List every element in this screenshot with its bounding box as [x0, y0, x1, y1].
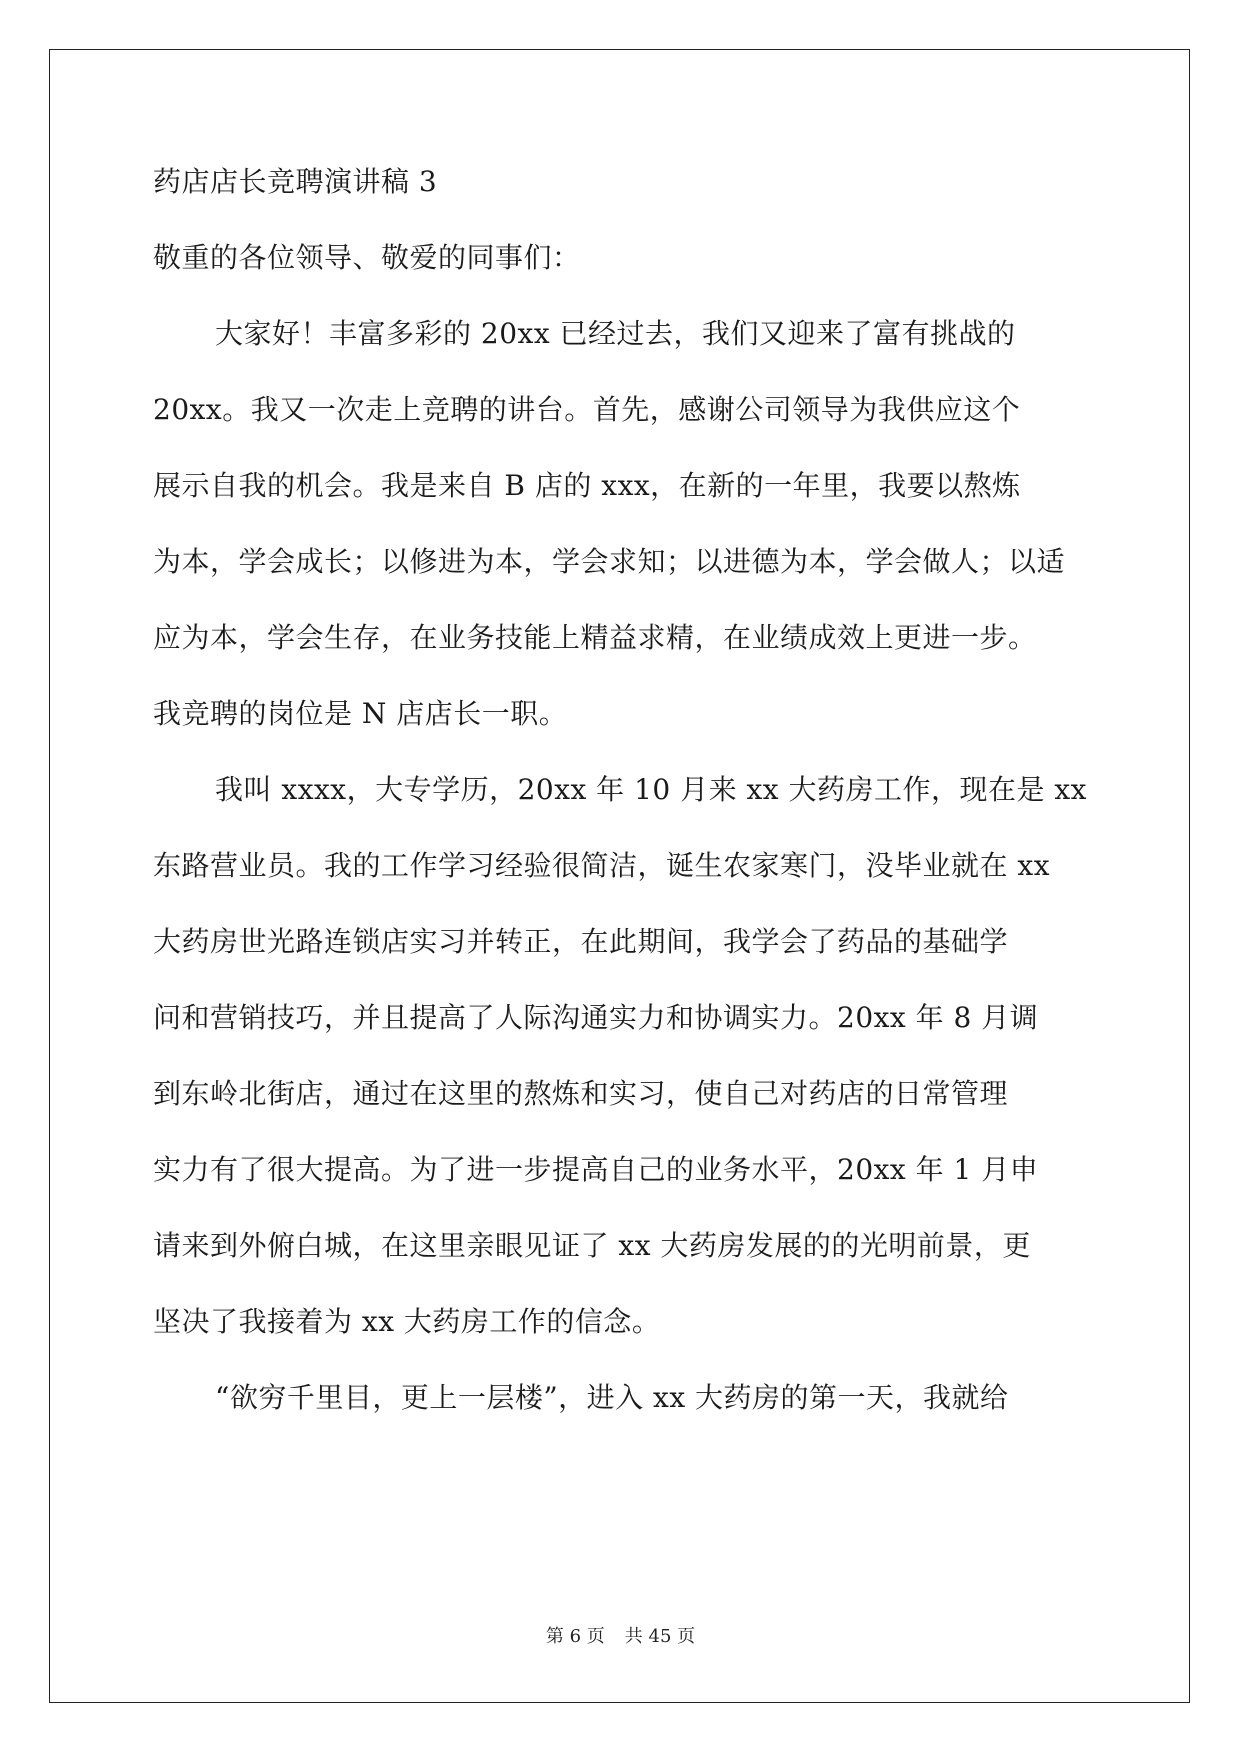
paragraph-line: 大药房世光路连锁店实习并转正，在此期间，我学会了药品的基础学: [153, 925, 1009, 958]
paragraph-line: 问和营销技巧，并且提高了人际沟通实力和协调实力。20xx 年 8 月调: [153, 1001, 1039, 1034]
paragraph-line: “欲穷千里目，更上一层楼”，进入 xx 大药房的第一天，我就给: [215, 1381, 1009, 1414]
paragraph-line: 大家好！丰富多彩的 20xx 已经过去，我们又迎来了富有挑战的: [215, 317, 1016, 350]
page-total: 共 45 页: [624, 1626, 696, 1647]
page-footer: [0, 1622, 1241, 1648]
paragraph-line: 东路营业员。我的工作学习经验很简洁，诞生农家寒门，没毕业就在 xx: [153, 849, 1050, 882]
paragraph-line: 实力有了很大提高。为了进一步提高自己的业务水平，20xx 年 1 月申: [153, 1153, 1039, 1186]
paragraph-line: 我叫 xxxx，大专学历，20xx 年 10 月来 xx 大药房工作，现在是 xx: [215, 773, 1087, 806]
paragraph-line: 我竞聘的岗位是 N 店店长一职。: [153, 697, 568, 730]
document-title: 药店店长竞聘演讲稿 3: [153, 165, 438, 198]
paragraph-line: 为本，学会成长；以修进为本，学会求知；以进德为本，学会做人；以适: [153, 545, 1066, 578]
paragraph-line: 到东岭北街店，通过在这里的熬炼和实习，使自己对药店的日常管理: [153, 1077, 1009, 1110]
paragraph-line: 展示自我的机会。我是来自 B 店的 xxx，在新的一年里，我要以熬炼: [153, 469, 1021, 502]
paragraph-line: 应为本，学会生存，在业务技能上精益求精，在业绩成效上更进一步。: [153, 621, 1037, 654]
salutation-line: 敬重的各位领导、敬爱的同事们：: [153, 241, 581, 274]
paragraph-line: 请来到外俯白城，在这里亲眼见证了 xx 大药房发展的的光明前景，更: [153, 1229, 1031, 1262]
paragraph-line: 坚决了我接着为 xx 大药房工作的信念。: [153, 1305, 661, 1338]
document-body: [153, 160, 1093, 1452]
page-number: 第 6 页: [545, 1626, 605, 1647]
paragraph-line: 20xx。我又一次走上竞聘的讲台。首先，感谢公司领导为我供应这个: [153, 393, 1021, 426]
